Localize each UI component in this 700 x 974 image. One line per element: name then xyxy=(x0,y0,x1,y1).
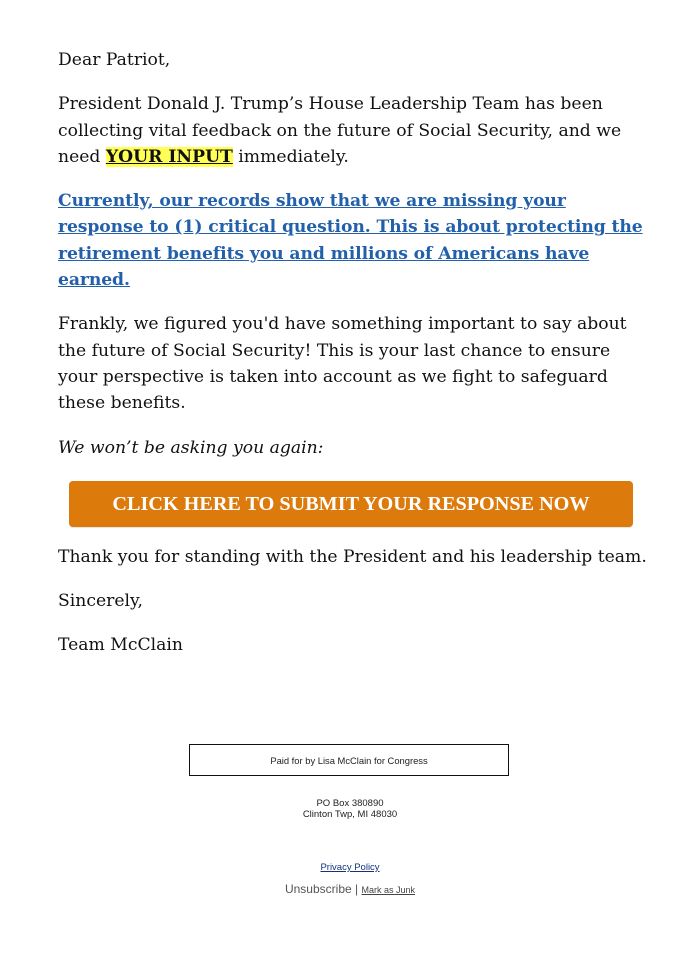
intro-after-text: immediately. xyxy=(232,146,349,167)
cta-container xyxy=(69,481,633,527)
frankly-paragraph: Frankly, we figured you'd have something important to say about the future of Social Security! This is your last chance to ensure your perspective is taken into account as we fight to safeguard these benefits. xyxy=(58,314,627,414)
closing: Sincerely, xyxy=(58,591,143,612)
mark-as-junk-link[interactable]: Mark as Junk xyxy=(361,885,416,895)
alert-paragraph xyxy=(58,188,648,293)
last-chance-text: We won’t be asking you again: xyxy=(58,437,324,458)
submit-response-button[interactable]: CLICK HERE TO SUBMIT YOUR RESPONSE NOW xyxy=(69,481,633,527)
email-body xyxy=(58,47,648,677)
address-line-1: PO Box 380890 xyxy=(316,798,384,809)
your-input-highlight: YOUR INPUT xyxy=(105,146,233,167)
footer-separator: | xyxy=(355,882,359,896)
mailing-address xyxy=(0,799,700,820)
unsubscribe-link[interactable]: Unsubscribe xyxy=(284,882,352,896)
unsubscribe-row xyxy=(0,882,700,898)
paid-for-disclaimer: Paid for by Lisa McClain for Congress xyxy=(189,744,509,776)
intro-paragraph xyxy=(58,91,648,170)
intro-before-text: President Donald J. Trump’s House Leadership Team has been collecting vital feedback on the future of Social Security, and we need xyxy=(58,94,622,167)
footer xyxy=(0,744,700,898)
greeting: Dear Patriot, xyxy=(58,50,171,70)
address-line-2: Clinton Twp, MI 48030 xyxy=(302,808,398,820)
signature: Team McClain xyxy=(58,635,183,656)
missing-response-link[interactable]: Currently, our records show that we are missing your response to (1) critical question. This is about protecting the retirement benefits you and millions of Americans have earned. xyxy=(58,191,643,291)
privacy-policy-link[interactable]: Privacy Policy xyxy=(320,862,380,873)
thanks-paragraph: Thank you for standing with the President and his leadership team. xyxy=(58,546,647,567)
